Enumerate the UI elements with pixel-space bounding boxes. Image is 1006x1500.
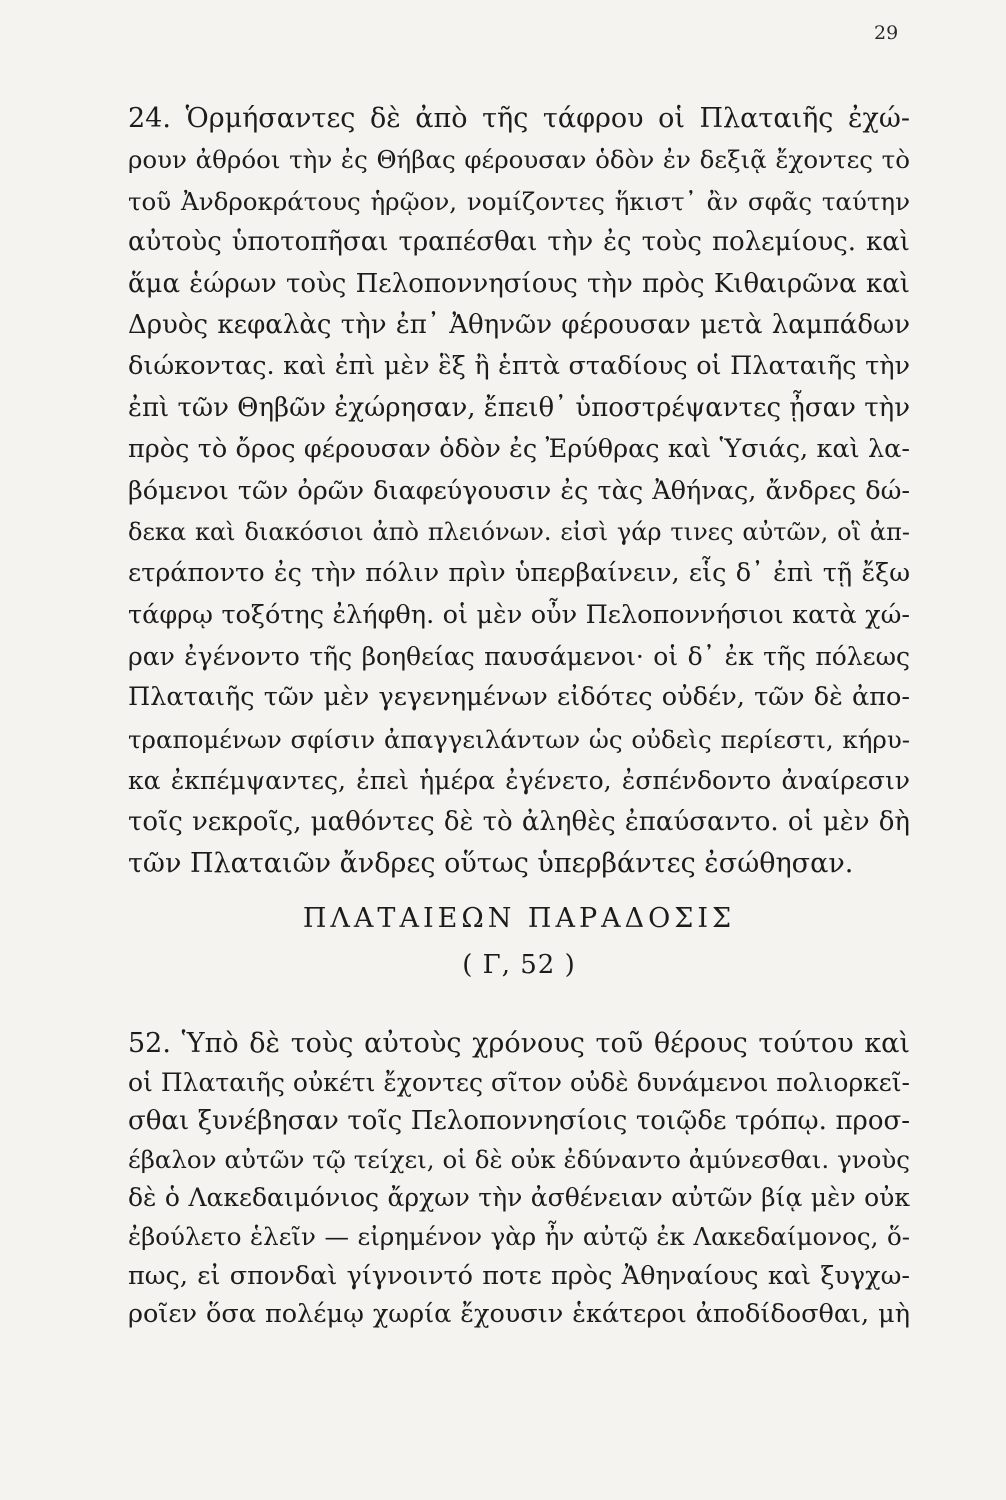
- text-line: βόμενοι τῶν ὀρῶν διαφεύγουσιν ἐς τὰς Ἀθήνας, ἄνδρες δώ-: [128, 475, 910, 506]
- text-line: ραν ἐγένοντο τῆς βοηθείας παυσάμενοι· οἱ δ᾽ ἐκ τῆς πόλεως: [128, 642, 910, 672]
- text-line: δὲ ὁ Λακεδαιμόνιος ἄρχων τὴν ἀσθένειαν αὐτῶν βίᾳ μὲν οὐκ: [128, 1183, 910, 1213]
- text-line: τοῦ Ἀνδροκράτους ἡρῷον, νομίζοντες ἥκιστ᾽ ἂν σφᾶς ταύτην: [128, 186, 910, 216]
- text-line: ἅμα ἑώρων τοὺς Πελοποννησίους τὴν πρὸς Κιθαιρῶνα καὶ: [128, 268, 910, 299]
- paragraph-section-24: [128, 98, 910, 884]
- text-line: ετράποντο ἐς τὴν πόλιν πρὶν ὑπερβαίνειν, εἷς δ᾽ ἐπὶ τῇ ἔξω: [128, 558, 910, 589]
- text-line: Δρυὸς κεφαλὰς τὴν ἐπ᾽ Ἀθηνῶν φέρουσαν μετὰ λαμπάδων: [128, 309, 910, 340]
- text-line: διώκοντας. καὶ ἐπὶ μὲν ἓξ ἢ ἑπτὰ σταδίους οἱ Πλαταιῆς τὴν: [128, 351, 910, 382]
- text-line: σθαι ξυνέβησαν τοῖς Πελοποννησίοις τοιῷδε τρόπῳ. προσ-: [128, 1106, 910, 1137]
- text-line: 24. Ὁρμήσαντες δὲ ἀπὸ τῆς τάφρου οἱ Πλαταιῆς ἐχώ-: [128, 103, 910, 134]
- text-line: τάφρῳ τοξότης ἐλήφθη. οἱ μὲν οὖν Πελοποννήσιοι κατὰ χώ-: [128, 599, 910, 630]
- text-line: πως, εἰ σπονδαὶ γίγνοιντό ποτε πρὸς Ἀθηναίους καὶ ξυγχω-: [128, 1260, 910, 1291]
- text-line: οἱ Πλαταιῆς οὐκέτι ἔχοντες σῖτον οὐδὲ δυνάμενοι πολιορκεῖ-: [128, 1067, 910, 1097]
- text-line: ἐβούλετο ἑλεῖν — εἰρημένον γὰρ ἦν αὐτῷ ἐκ Λακεδαίμονος, ὅ-: [128, 1221, 910, 1251]
- paragraph-section-52: [128, 1025, 910, 1334]
- text-line: δεκα καὶ διακόσιοι ἀπὸ πλειόνων. εἰσὶ γάρ τινες αὐτῶν, οἳ ἀπ-: [128, 517, 910, 546]
- text-line: κα ἐκπέμψαντες, ἐπεὶ ἡμέρα ἐγένετο, ἐσπένδοντο ἀναίρεσιν: [128, 766, 910, 796]
- text-line: ἐπὶ τῶν Θηβῶν ἐχώρησαν, ἔπειθ᾽ ὑποστρέψαντες ᾖσαν τὴν: [128, 392, 910, 423]
- text-line: τοῖς νεκροῖς, μαθόντες δὲ τὸ ἀληθὲς ἐπαύσαντο. οἱ μὲν δὴ: [128, 806, 910, 837]
- page-number: 29: [874, 22, 899, 44]
- text-line: 52. Ὑπὸ δὲ τοὺς αὐτοὺς χρόνους τοῦ θέρους τούτου καὶ: [128, 1028, 910, 1059]
- section-reference: ( Γ, 52 ): [462, 950, 576, 980]
- text-line: τῶν Πλαταιῶν ἄνδρες οὕτως ὑπερβάντες ἐσώθησαν.: [128, 848, 854, 880]
- section-title: ΠΛΑΤΑΙΕΩΝ ΠΑΡΑΔΟΣΙΣ: [302, 903, 736, 934]
- text-line: ρουν ἀθρόοι τὴν ἐς Θήβας φέρουσαν ὁδὸν ἐν δεξιᾷ ἔχοντες τὸ: [128, 145, 910, 175]
- text-line: έβαλον αὐτῶν τῷ τείχει, οἱ δὲ οὐκ ἐδύναντο ἀμύνεσθαι. γνοὺς: [128, 1144, 910, 1174]
- text-line: τραπομένων σφίσιν ἀπαγγειλάντων ὡς οὐδεὶς περίεστι, κήρυ-: [128, 724, 910, 754]
- text-line: Πλαταιῆς τῶν μὲν γεγενημένων εἰδότες οὐδέν, τῶν δὲ ἀπο-: [128, 682, 910, 713]
- text-line: πρὸς τὸ ὄρος φέρουσαν ὁδὸν ἐς Ἐρύθρας καὶ Ὑσιάς, καὶ λα-: [128, 434, 910, 465]
- text-line: ροῖεν ὅσα πολέμῳ χωρία ἔχουσιν ἑκάτεροι ἀποδίδοσθαι, μὴ: [128, 1299, 910, 1330]
- text-line: αὐτοὺς ὑποτοπῆσαι τραπέσθαι τὴν ἐς τοὺς πολεμίους. καὶ: [128, 227, 910, 258]
